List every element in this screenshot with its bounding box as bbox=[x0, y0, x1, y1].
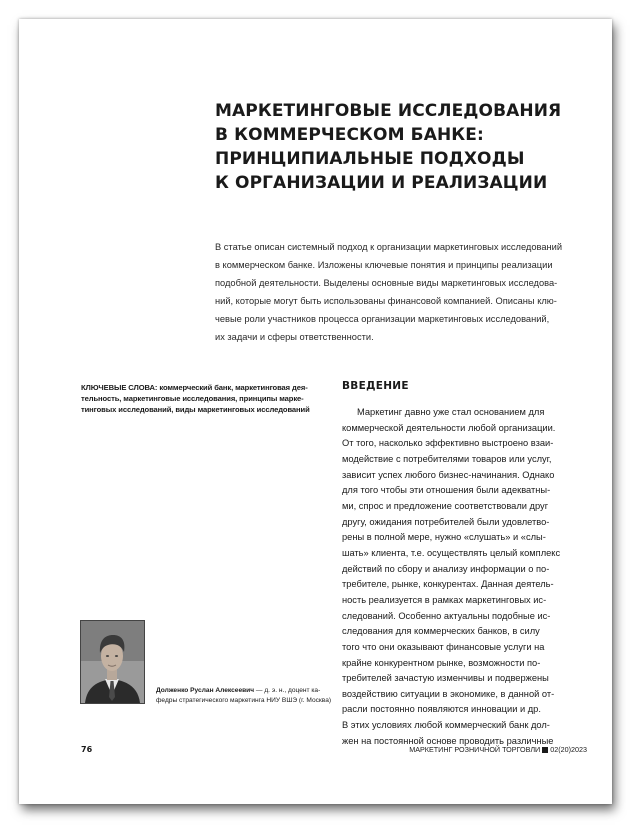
body-line: воздействию ситуации в экономике, в данной от- bbox=[342, 688, 555, 699]
body-line: действий по сбору и анализу информации о по- bbox=[342, 563, 550, 574]
title-line: МАРКЕТИНГОВЫЕ ИССЛЕДОВАНИЯ bbox=[215, 101, 562, 121]
page-number: 76 bbox=[81, 745, 93, 754]
body-line: зависит успех любого бизнес-начинания. Однако bbox=[342, 469, 555, 480]
keywords-line: тельность, маркетинговые исследования, принципы марке- bbox=[81, 394, 304, 403]
article-body bbox=[342, 405, 587, 749]
author-affiliation: федры стратегического маркетинга НИУ ВШЭ (г. Москва) bbox=[156, 697, 332, 704]
author-line-1 bbox=[156, 686, 346, 696]
body-line: коммерческой деятельности любой организации. bbox=[342, 422, 556, 433]
abstract-line: их задачи и сферы ответственности. bbox=[215, 332, 374, 342]
author-role: д. э. н., доцент ка- bbox=[264, 687, 321, 694]
square-separator-icon bbox=[542, 747, 548, 753]
article-abstract bbox=[215, 238, 587, 346]
body-line: следования для коммерческих банков, в силу bbox=[342, 626, 540, 637]
author-dash: — bbox=[254, 687, 265, 694]
journal-name: МАРКЕТИНГ РОЗНИЧНОЙ ТОРГОВЛИ bbox=[409, 745, 541, 754]
author-portrait-image bbox=[81, 621, 144, 703]
journal-issue: 02(20)2023 bbox=[550, 745, 587, 754]
keywords-block bbox=[81, 382, 326, 415]
section-heading: ВВЕДЕНИЕ bbox=[342, 380, 409, 392]
body-line: другу, ожидания потребителей были удовлетво- bbox=[342, 516, 550, 527]
body-line: требителе, рынке, конкурентах. Данная деятель- bbox=[342, 579, 554, 590]
abstract-line: в коммерческом банке. Изложены ключевые понятия и принципы реализации bbox=[215, 260, 553, 270]
body-line: того что они оказывают финансовые услуги на bbox=[342, 641, 545, 652]
body-line: шать» клиента, т.е. осуществлять целый комплекс bbox=[342, 547, 561, 558]
body-line: для того чтобы эти отношения были адекватны- bbox=[342, 485, 551, 496]
body-line: ность реализуется в рамках маркетинговых ис- bbox=[342, 594, 547, 605]
body-line: крайне конкурентном рынке, возможности по- bbox=[342, 657, 541, 668]
abstract-line: ний, которые могут быть использованы финансовой компанией. Описаны клю- bbox=[215, 296, 557, 306]
body-line: Маркетинг давно уже стал основанием для bbox=[357, 407, 545, 417]
keywords-line: тинговых исследований, виды маркетинговых исследований bbox=[81, 405, 310, 414]
author-info bbox=[156, 686, 346, 706]
journal-footer bbox=[409, 745, 587, 754]
journal-page bbox=[19, 19, 612, 804]
title-line: В КОММЕРЧЕСКОМ БАНКЕ: bbox=[215, 125, 484, 145]
abstract-line: подобной деятельности. Выделены основные виды маркетинговых исследова- bbox=[215, 278, 558, 288]
body-line: жен на постоянной основе проводить различные bbox=[342, 735, 554, 746]
abstract-line: чевые роли участников процесса организации маркетинговых исследований, bbox=[215, 314, 550, 324]
author-name: Долженко Руслан Алексеевич bbox=[156, 687, 255, 694]
title-line: ПРИНЦИПИАЛЬНЫЕ ПОДХОДЫ bbox=[215, 149, 525, 169]
body-line: рены в полной мере, нужно «слушать» и «слы- bbox=[342, 532, 546, 543]
body-line: расли постоянно появляются инновации и др. bbox=[342, 704, 541, 715]
body-line: модействие с потребителями товаров или услуг, bbox=[342, 453, 552, 464]
abstract-line: В статье описан системный подход к организации маркетинговых исследований bbox=[215, 242, 563, 252]
keywords-line: КЛЮЧЕВЫЕ СЛОВА: коммерческий банк, маркетинговая дея- bbox=[81, 383, 308, 392]
body-line: следований. Особенно актуальны подобные ис- bbox=[342, 610, 551, 621]
body-line: От того, насколько эффективно выстроено взаи- bbox=[342, 438, 554, 449]
article-title bbox=[215, 99, 562, 195]
author-photo bbox=[80, 620, 145, 704]
body-line: В этих условиях любой коммерческий банк дол- bbox=[342, 720, 550, 731]
body-line: требителей зачастую изменчивы и подвержены bbox=[342, 673, 549, 684]
body-line: ми, спрос и предложение соответствовали друг bbox=[342, 500, 549, 511]
title-line: К ОРГАНИЗАЦИИ И РЕАЛИЗАЦИИ bbox=[215, 173, 548, 193]
